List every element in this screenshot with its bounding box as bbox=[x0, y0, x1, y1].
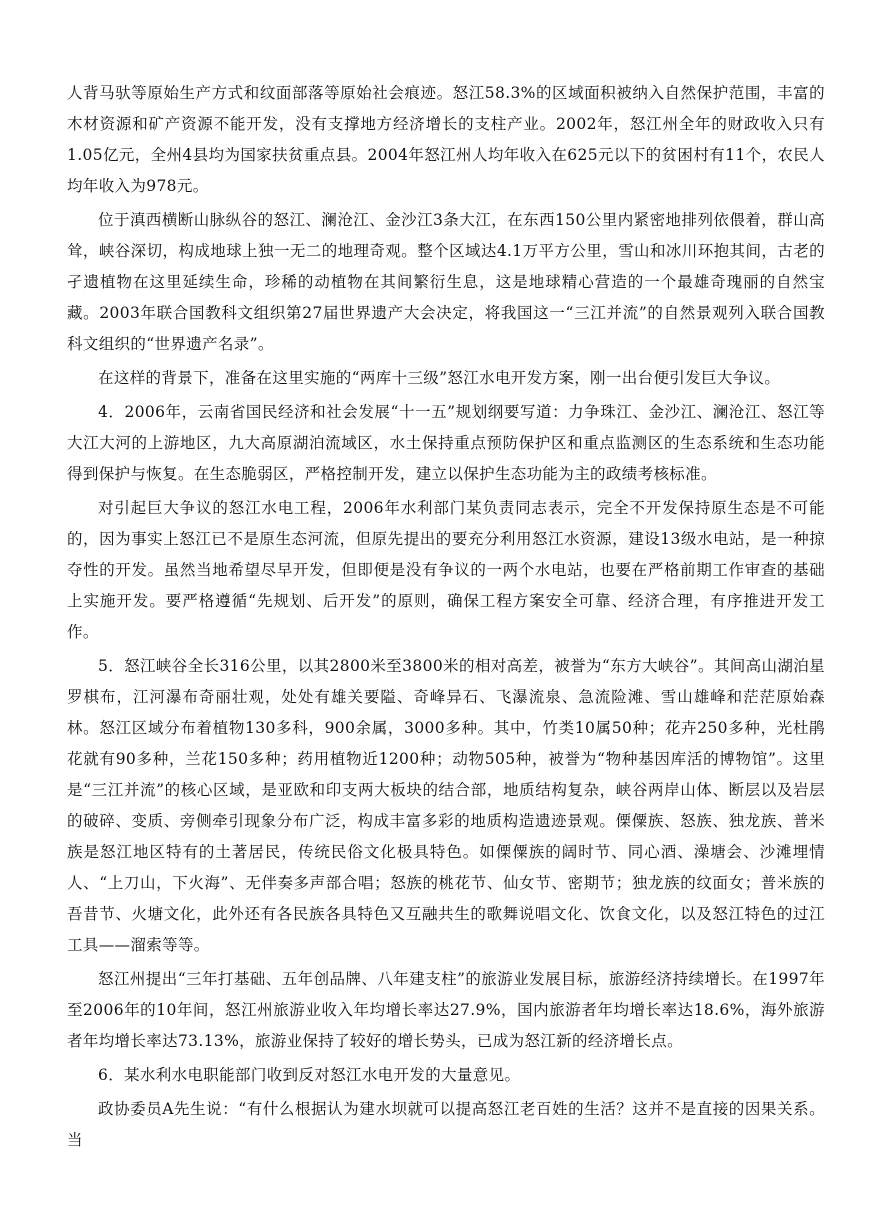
paragraph-4: 4．2006年，云南省国民经济和社会发展“十一五”规划纲要写道：力争珠江、金沙江、澜沧江、怒江等大江大河的上游地区，九大高原湖泊流域区，水土保持重点预防保护区和重点监测区的生态系统和生态功能得到保护与恢复。在生态脆弱区，严格控制开发，建立以保护生态功能为主的政绩考核标准。 bbox=[67, 403, 825, 483]
paragraph-7: 怒江州提出“三年打基础、五年创品牌、八年建支柱”的旅游业发展目标，旅游经济持续增长。在1997年至2006年的10年间，怒江州旅游业收入年均增长率达27.9%，国内旅游者年均增长率达18.6%，海外旅游者年均增长率达73.13%，旅游业保持了较好的增长势头，已成为怒江新的经济增长点。 bbox=[67, 970, 825, 1050]
paragraph-9: 政协委员A先生说：“有什么根据认为建水坝就可以提高怒江老百姓的生活？这并不是直接的因果关系。当 bbox=[67, 1100, 825, 1149]
document-page bbox=[67, 78, 825, 1159]
paragraph-2: 位于滇西横断山脉纵谷的怒江、澜沧江、金沙江3条大江，在东西150公里内紧密地排列依偎着，群山高耸，峡谷深切，构成地球上独一无二的地理奇观。整个区域达4.1万平方公里，雪山和冰川环抱其间，古老的孑遗植物在这里延续生命，珍稀的动植物在其间繁衍生息，这是地球精心营造的一个最雄奇瑰丽的自然宝藏。2003年联合国教科文组织第27届世界遗产大会决定，将我国这一“三江并流”的自然景观列入联合国教科文组织的“世界遗产名录”。 bbox=[67, 211, 825, 353]
paragraph-8: 6．某水利水电职能部门收到反对怒江水电开发的大量意见。 bbox=[98, 1066, 521, 1084]
paragraph-6: 5．怒江峡谷全长316公里，以其2800米至3800米的相对高差，被誉为“东方大峡谷”。其间高山湖泊星罗棋布，江河瀑布奇丽壮观，处处有雄关要隘、奇峰异石、飞瀑流泉、急流险滩、雪山雄峰和茫茫原始森林。怒江区域分布着植物130多科，900余属，3000多种。其中，竹类10属50种；花卉250多种，光杜鹃花就有90多种，兰花150多种；药用植物近1200种；动物505种，被誉为“物种基因库活的博物馆”。这里是“三江并流”的核心区域，是亚欧和印支两大板块的结合部，地质结构复杂，峡谷两岸山体、断层以及岩层的破碎、变质、旁侧牵引现象分布广泛，构成丰富多彩的地质构造遗迹景观。傈僳族、怒族、独龙族、普米族是怒江地区特有的土著居民，传统民俗文化极具特色。如傈僳族的阔时节、同心酒、澡塘会、沙滩埋情人、“上刀山，下火海”、无伴奏多声部合唱；怒族的桃花节、仙女节、密期节；独龙族的纹面女；普米族的吾昔节、火塘文化，此外还有各民族各具特色又互融共生的歌舞说唱文化、饮食文化，以及怒江特色的过江工具——溜索等等。 bbox=[67, 657, 825, 954]
paragraph-1: 人背马驮等原始生产方式和纹面部落等原始社会痕迹。怒江58.3%的区域面积被纳入自然保护范围，丰富的木材资源和矿产资源不能开发，没有支撑地方经济增长的支柱产业。2002年，怒江州全年的财政收入只有1.05亿元，全州4县均为国家扶贫重点县。2004年怒江州人均年收入在625元以下的贫困村有11个，农民人均年收入为978元。 bbox=[67, 84, 825, 195]
paragraph-3: 在这样的背景下，准备在这里实施的“两库十三级”怒江水电开发方案，刚一出台便引发巨大争议。 bbox=[98, 369, 781, 387]
paragraph-5: 对引起巨大争议的怒江水电工程，2006年水利部门某负责同志表示，完全不开发保持原生态是不可能的，因为事实上怒江已不是原生态河流，但原先提出的要充分利用怒江水资源，建设13级水电站，是一种掠夺性的开发。虽然当地希望尽早开发，但即便是没有争议的一两个水电站，也要在严格前期工作审查的基础上实施开发。要严格遵循“先规划、后开发”的原则，确保工程方案安全可靠、经济合理，有序推进开发工作。 bbox=[67, 499, 825, 641]
